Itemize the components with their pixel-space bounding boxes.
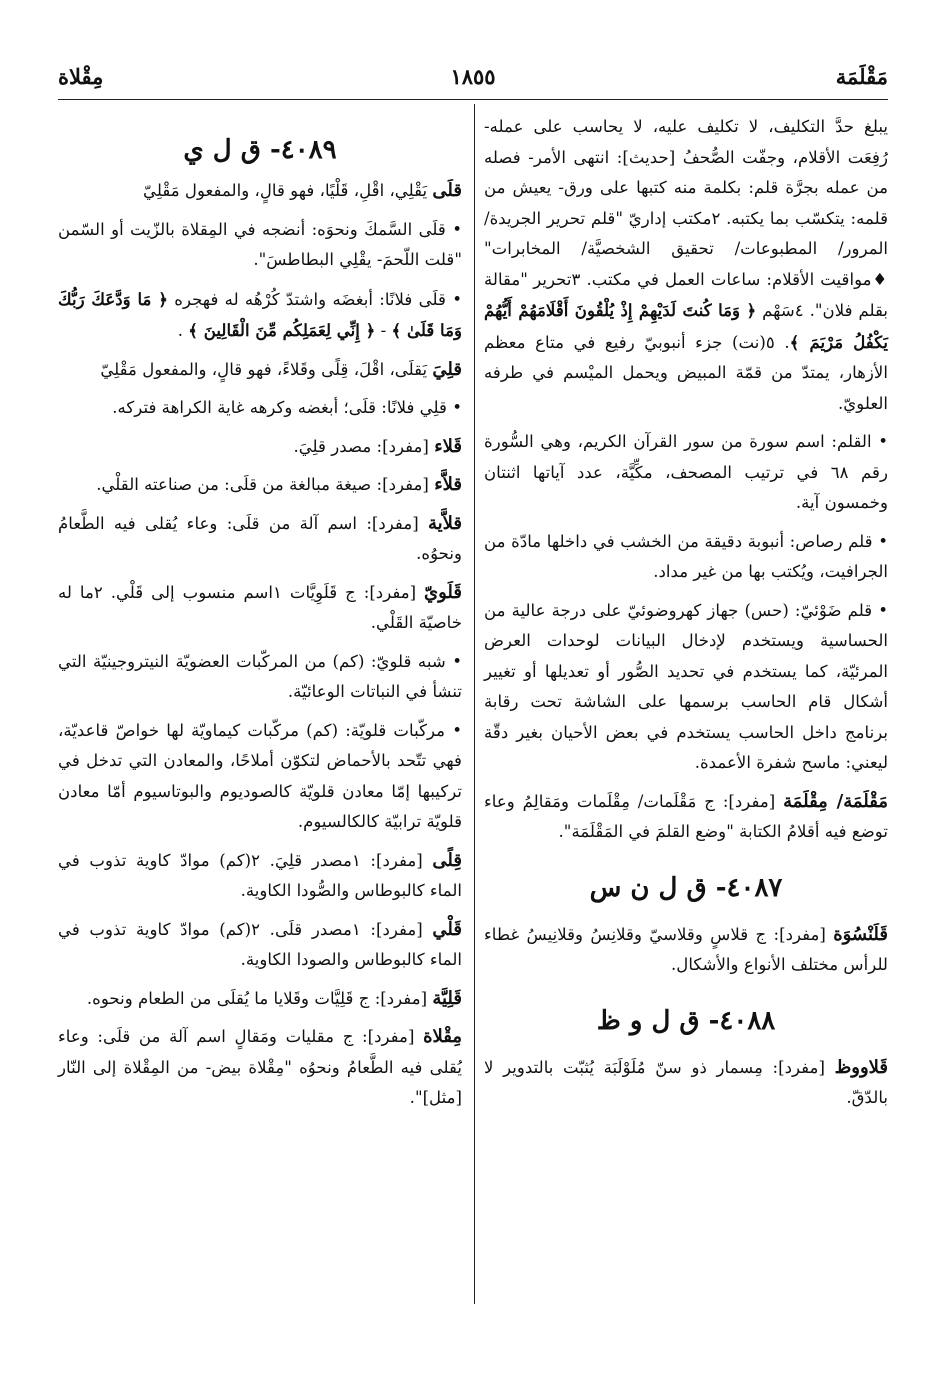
headword: قلَى [432,180,462,201]
entry-qalam-continued: يبلغ حدَّ التكليف، لا تكليف عليه، لا يحاسب على عمله- رُفِعَت الأقلام، وجفّت الصُّحفُ [حديث]: انتهى الأمر- فصله من عمله بجرَّة قلم: بكلمة منه كتبها على ورق- يعيش من قلمه: يتكسّب بما يكتبه. ٢مكتب إداريّ "قلم تحرير الجريدة/ المرور/ المطبوعات/ تحقيق الشخصيَّة/ المخابرات" ♦مواقيت الأقلام: ساعات العمل في مكتب. ٣تحرير "مقالة بقلم فلان". ٤سَهْم ﴿ وَمَا كُنتَ لَدَيْهِمْ إِذْ يُلْقُونَ أَقْلَامَهُمْ أَيُّهُمْ يَكْفُلُ مَرْيَمَ ﴾. ٥(نت) جزء أنبوبيّ رفيع في متاع معظم الأزهار، يمتدّ من قمّة المبيض ويحمل الميْسم في طرفه العلويّ. [484,117,889,413]
entry-al-qalam-surah: • القلم: اسم سورة من سور القرآن الكريم، وهي السُّورة رقم ٦٨ في ترتيب المصحف، مكِّيَّة، عدد آياتها اثنتان وخمسون آية. [484,432,888,512]
entry-light-pen: • قلم ضَوْئيّ: (حس) جهاز كهروضوئيّ على درجة عالية من الحساسية ويستخدم لإدخال البيانات لوحدات العرض المرئيّة، كما يستخدم في تحديد الصُّور أو تعديلها أو تغيير أشكال قام الحاسب برسمها على الشاشة تحت رقابة برنامج داخل الحاسب يستخدم في بعض الأحيان بغير دقّة ليعني: ماسح شفرة الأعمدة. [484,600,888,772]
headword: قَلاء [434,435,462,457]
headword: قلاَّء [434,474,462,495]
column-divider [474,104,475,1304]
entry-qalawuz: قَلاووظ [مفرد]: مِسمار ذو سنّ مُلَوْلَبَة يُثبّت بالتدوير لا بالدّقّ. [484,1056,888,1107]
entry-qaliya: قلِيَ يَقلَى، اقْلَ، قِلًى وقَلاءً، فهو قالٍ، والمفعول مَقْلِيّ [100,358,462,380]
entry-qilan: قِلًى [مفرد]: ١مصدر قلِيَ. ٢(كم) موادّ كاوية تذوب في الماء كالبوطاس والصُّودا الكاوية. [58,849,462,900]
section-heading-4088: ٤٠٨٨- ق ل و ظ [596,1005,776,1036]
headword: قَلَنْسُوَة [833,923,888,945]
quran-verse: ﴿ مَا وَدَّعَكَ رَبُّكَ وَمَا قَلَىٰ ﴾ [58,288,462,340]
page-header [58,58,888,94]
left-column [58,112,462,1122]
entry-qaliya-person: • قلِي فلانًا: قلَى؛ أبغضه وكرهه غاية الكراهة فتركه. [112,398,462,417]
header-right-word: مَقْلَمَة [835,63,888,89]
entry-qaliyya: قَلِيَّة [مفرد]: ج قَلِيَّات وقَلايا ما يُقلَى من الطعام ونحوه. [86,987,462,1009]
section-heading-4087: ٤٠٨٧- ق ل ن س [589,872,783,903]
entry-miqlat: مِقْلاة [مفرد]: ج مقليات ومَقالٍ اسم آلة من قلَى: وعاء يُقلى فيه الطَّعامُ ونحوُه "مِقْلاة بيض- من المِقْلاة إلى النّار [مثل]". [58,1026,462,1107]
entry-qaly: قَلْي [مفرد]: ١مصدر قلَى. ٢(كم) موادّ كاوية تذوب في الماء كالبوطاس والصودا الكاوية. [58,918,462,969]
section-heading-4089: ٤٠٨٩- ق ل ي [183,135,337,165]
quran-verse: ﴿ إِنِّي لِعَمَلِكُم مِّنَ الْقَالِينَ ﴾ [188,320,376,340]
entry-qalawi: قَلَويّ [مفرد]: ج قَلَوِيَّات ١اسم منسوب إلى قَلْي. ٢ما له خاصيّة القَلْي. [58,581,462,632]
entry-maqlama: مَقْلَمَة/ مِقْلَمَة [مفرد]: ج مَقْلَمات/ مِقْلَمات ومَقالِمُ وعاء توضع فيه أقلامُ الكتابة "وضع القلمَ في المَقْلَمَة". [484,790,888,841]
headword: قَلْي [432,918,462,940]
headword: قَلَويّ [424,581,462,603]
page-number: ١٨٥٥ [450,63,496,89]
headword: مَقْلَمَة/ مِقْلَمَة [783,790,888,812]
entry-qalansuwa: قَلَنْسُوَة [مفرد]: ج قلاسٍ وقلاسيّ وقلانِسُ وقلانِيسُ غطاء للرأس مختلف الأنواع والأشكال. [484,923,888,974]
entry-qallaya: قلاَّية [مفرد]: اسم آلة من قلَى: وعاء يُقلى فيه الطَّعامُ ونحوُه. [58,512,462,563]
headword: قلِيَ [432,358,462,380]
entry-qallaa: قلاَّء [مفرد]: صيغة مبالغة من قلَى: من صناعته القلْي. [96,474,462,495]
headword: قَلاووظ [834,1056,888,1078]
entry-qala: قلَى يَقْلِي، اقْلِ، قَلْيًا، فهو قالٍ، والمفعول مَقْلِيّ [143,180,462,201]
entry-pencil: • قلم رصاص: أنبوبة دقيقة من الخشب في داخلها مادّة من الجرافيت، ويُكتب بها من غير مداد. [484,531,888,581]
headword: مِقْلاة [423,1026,462,1047]
header-rule [58,99,888,100]
entry-qala-person: • قلَى فلانًا: أبغضَه واشتدّ كُرْهُه له فهجره ﴿ مَا وَدَّعَكَ رَبُّكَ وَمَا قَلَىٰ ﴾ - ﴿ إِنِّي لِعَمَلِكُم مِّنَ الْقَالِينَ ﴾ . [58,288,462,340]
right-column [484,112,888,1122]
header-left-word: مِقْلاة [58,63,104,89]
headword: قلاَّية [427,512,462,534]
quran-verse: ﴿ وَمَا كُنتَ لَدَيْهِمْ إِذْ يُلْقُونَ أَقْلَامَهُمْ أَيُّهُمْ يَكْفُلُ مَرْيَمَ ﴾ [484,300,888,352]
headword: قِلًى [432,849,462,871]
entry-qala-fish: • قلَى السَّمكَ ونحوَه: أنضجه في المِقلاة بالزّيت أو السّمن "قلت اللّحمَ- يقْلِي البطاطسَ". [58,219,462,269]
entry-alkaline-compounds: • مركّبات قلويّة: (كم) مركّبات كيماويّة لها خواصّ قاعديّة، فهي تتّحد بالأحماض لتكوّن أملاحًا، والمعادن التي تدخل في تركيبها إمّا معادن قلويّة كالصوديوم والبوتاسيوم أمّا معادن قلويّة ترابيّة كالكالسيوم. [58,720,462,831]
headword: قَلِيَّة [432,987,462,1009]
entry-alkaloid: • شبه قلويّ: (كم) من المركّبات العضويّة النيتروجينيّة التي تنشأ في النباتات الوعائيّة. [58,651,462,701]
entry-qalaa: قَلاء [مفرد]: مصدر قلِيَ. [293,435,462,457]
